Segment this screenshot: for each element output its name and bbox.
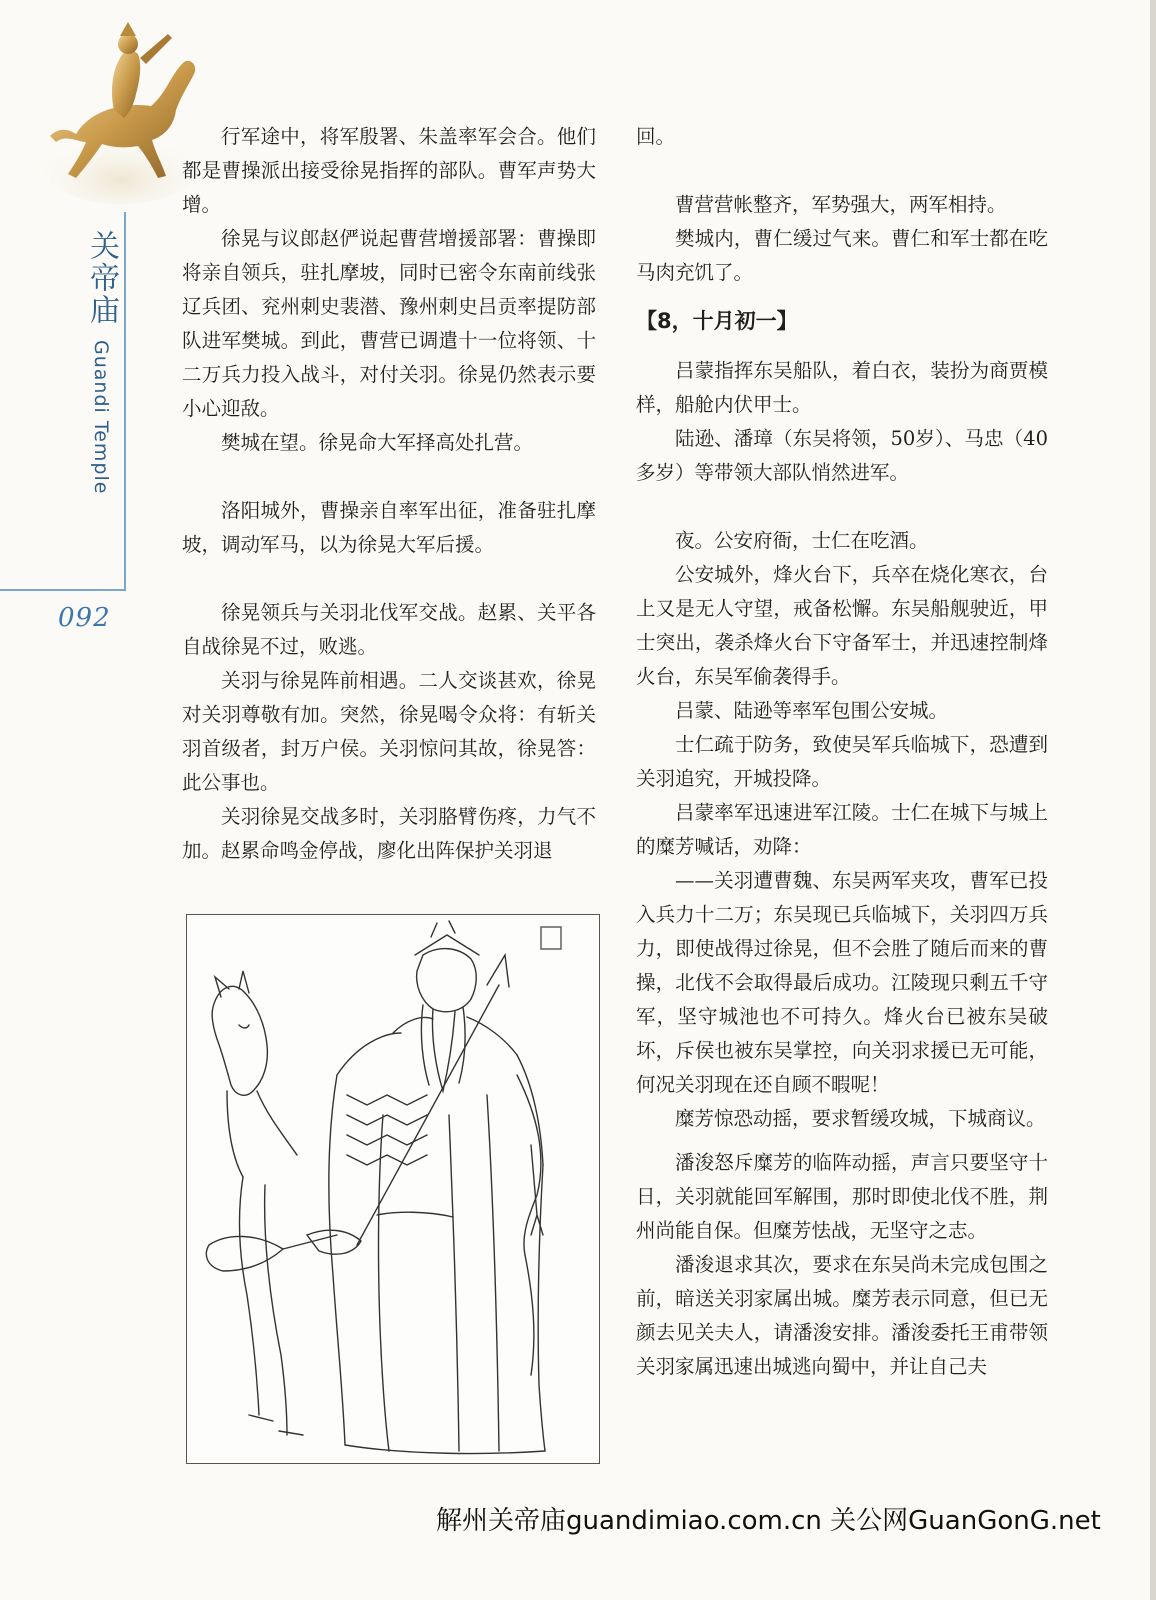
paragraph: 公安城外，烽火台下，兵卒在烧化寒衣，台上又是无人守望，戒备松懈。东吴船舰驶近，甲士突出，袭杀烽火台下守备军士，并迅速控制烽火台，东吴军偷袭得手。 bbox=[636, 563, 1048, 688]
paragraph: ——关羽遭曹魏、东吴两军夹攻，曹军已投入兵力十二万；东吴现已兵临城下，关羽四万兵力，即使战得过徐晃，但不会胜了随后而来的曹操，北伐不会取得最后成功。江陵现只剩五千守军，坚守城池也不可持久。烽火台已被东吴破坏，斥侯也被东吴掌控，向关羽求援已无可能，何况关羽现在还自顾不暇呢！ bbox=[636, 869, 1048, 1096]
sidebar-title: 关帝庙 bbox=[84, 230, 119, 326]
paragraph: 关羽徐晃交战多时，关羽胳臂伤疼，力气不加。赵累命鸣金停战，廖化出阵保护关羽退 bbox=[182, 805, 596, 862]
section-heading: 【8，十月初一】 bbox=[636, 309, 798, 333]
paragraph: 吕蒙指挥东吴船队，着白衣，装扮为商贾模样，船舱内伏甲士。 bbox=[636, 359, 1048, 416]
paragraph: 糜芳惊恐动摇，要求暂缓攻城，下城商议。 bbox=[675, 1107, 1046, 1130]
guan-yu-line-drawing bbox=[186, 914, 600, 1464]
footer-watermark-text: 解州关帝庙guandimiao.com.cn 关公网GuanGonG.net bbox=[436, 1506, 1101, 1536]
sidebar-rule-foot bbox=[0, 589, 126, 591]
paragraph: 徐晃领兵与关羽北伐军交战。赵累、关平各自战徐晃不过，败逃。 bbox=[182, 601, 596, 658]
paragraph: 樊城内，曹仁缓过气来。曹仁和军士都在吃马肉充饥了。 bbox=[636, 227, 1048, 284]
paragraph-continuation: 回。 bbox=[636, 125, 676, 148]
paragraph: 潘浚怒斥糜芳的临阵动摇，声言只要坚守十日，关羽就能回军解围，那时即使北伐不胜，荆州尚能自保。但糜芳怯战，无坚守之志。 bbox=[636, 1151, 1048, 1242]
page-number: 092 bbox=[58, 603, 111, 633]
paragraph: 洛阳城外，曹操亲自率军出征，准备驻扎摩坡，调动军马，以为徐晃大军后援。 bbox=[182, 499, 596, 556]
equestrian-statue-ornament bbox=[36, 14, 206, 204]
paragraph: 樊城在望。徐晃命大军择高处扎营。 bbox=[221, 431, 534, 454]
sidebar-subtitle: Guandi Temple bbox=[90, 340, 112, 495]
paragraph: 夜。公安府衙，士仁在吃酒。 bbox=[675, 529, 929, 552]
paragraph: 徐晃与议郎赵俨说起曹营增援部署：曹操即将亲自领兵，驻扎摩坡，同时已密令东南前线张辽兵团、兖州刺史裴潜、豫州刺史吕贡率提防部队进军樊城。到此，曹营已调遣十一位将领、十二万兵力投入战斗，对付关羽。徐晃仍然表示要小心迎敌。 bbox=[182, 227, 596, 420]
paragraph: 吕蒙、陆逊等率军包围公安城。 bbox=[675, 699, 949, 722]
paragraph: 吕蒙率军迅速进军江陵。士仁在城下与城上的糜芳喊话，劝降： bbox=[636, 801, 1048, 858]
paragraph: 陆逊、潘璋（东吴将领，50岁）、马忠（40多岁）等带领大部队悄然进军。 bbox=[636, 427, 1048, 484]
sidebar-rule bbox=[124, 212, 126, 590]
left-text-column bbox=[182, 120, 596, 868]
paragraph: 潘浚退求其次，要求在东吴尚未完成包围之前，暗送关羽家属出城。糜芳表示同意，但已无颜去见关夫人，请潘浚安排。潘浚委托王甫带领关羽家属迅速出城逃向蜀中，并让自己夫 bbox=[636, 1253, 1048, 1378]
page-edge bbox=[1150, 0, 1156, 1600]
paragraph: 关羽与徐晃阵前相遇。二人交谈甚欢，徐晃对关羽尊敬有加。突然，徐晃喝令众将：有斩关羽首级者，封万户侯。关羽惊问其故，徐晃答：此公事也。 bbox=[182, 669, 596, 794]
right-text-column bbox=[636, 120, 1048, 1384]
paragraph: 士仁疏于防务，致使吴军兵临城下，恐遭到关羽追究，开城投降。 bbox=[636, 733, 1048, 790]
paragraph: 行军途中，将军殷署、朱盖率军会合。他们都是曹操派出接受徐晃指挥的部队。曹军声势大增。 bbox=[182, 125, 596, 216]
paragraph: 曹营营帐整齐，军势强大，两军相持。 bbox=[675, 193, 1007, 216]
